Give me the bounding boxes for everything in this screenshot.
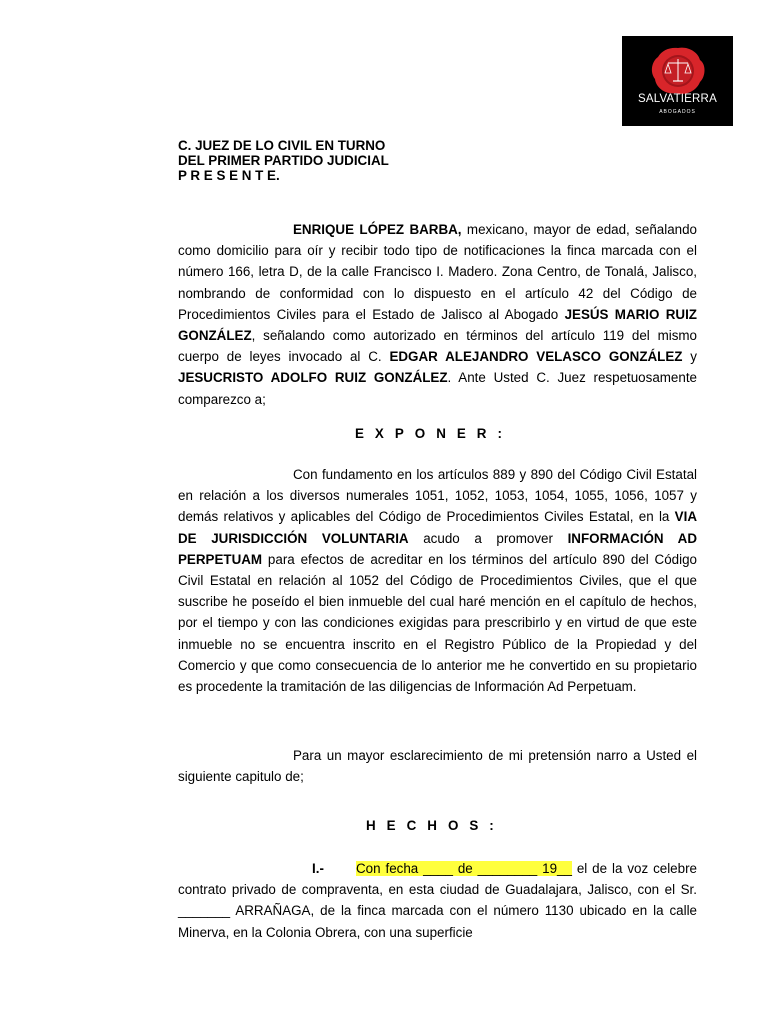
procedure-type: INFORMACIÓN AD PERPETUAM — [178, 530, 697, 567]
scales-of-justice-icon — [648, 46, 708, 96]
addressee-block — [178, 138, 389, 183]
logo-subtitle: ABOGADOS — [659, 109, 696, 115]
procedure-name: VIA DE JURISDICCIÓN VOLUNTARIA — [178, 509, 697, 546]
addressee-line: P R E S E N T E. — [178, 168, 280, 183]
authorized-name: EDGAR ALEJANDRO VELASCO GONZÁLEZ — [389, 349, 683, 365]
logo-name: SALVATIERRA — [638, 93, 717, 105]
legal-basis-paragraph: Con fundamento en los artículos 889 y 890 del Código Civil Estatal en relación a los diversos numerales 1051, 1052, 1053, 1054, 1055, 1056, 1057 y demás relativos y aplicables del Código de Procedimientos Civiles Estatal, en la VIA DE JURISDICCIÓN VOLUNTARIA acudo a promover INFORMACIÓN AD PERPETUAM para efectos de acreditar en los términos del artículo 890 del Código Civil Estatal en relación al 1052 del Código de Procedimientos Civiles, que el que suscribe he poseído el bien inmueble del cual haré mención en el capítulo de hechos, por el tiempo y con las condiciones exigidas para prescribirlo y en virtud de que este inmueble no se encuentra inscrito en el Registro Público de la Propiedad y del Comercio y que como consecuencia de lo anterior me he convertido en su propietario es procedente la tramitación de las diligencias de Información Ad Perpetuam. — [178, 467, 697, 695]
exponer-heading: EXPONER: — [355, 426, 513, 441]
highlighted-date: Con fecha ____ de ________ 19__ — [356, 861, 572, 876]
clarification-paragraph: Para un mayor esclarecimiento de mi pretensión narro a Usted el siguiente capitulo de; — [178, 748, 697, 785]
addressee-line: DEL PRIMER PARTIDO JUDICIAL — [178, 153, 389, 168]
party-name: ENRIQUE LÓPEZ BARBA, — [293, 222, 462, 237]
firm-logo — [622, 36, 733, 126]
fact-number: I.- — [312, 861, 324, 876]
authorized-name: JESUCRISTO ADOLFO RUIZ GONZÁLEZ — [178, 370, 448, 386]
lawyer-name: JESÚS MARIO RUIZ GONZÁLEZ — [178, 306, 697, 344]
fact-one-paragraph: I.- Con fecha ____ de ________ 19__ el de la voz celebre contrato privado de compraventa, en esta ciudad de Guadalajara, Jalisco, con el Sr. _______ ARRAÑAGA, de la finca marcada con el número 1130 ubicado en la calle Minerva, en la Colonia Obrera, con una superficie — [178, 858, 697, 943]
addressee-line: C. JUEZ DE LO CIVIL EN TURNO — [178, 138, 386, 153]
hechos-heading: HECHOS: — [366, 818, 505, 833]
intro-paragraph: ENRIQUE LÓPEZ BARBA, mexicano, mayor de edad, señalando como domicilio para oír y recibir todo tipo de notificaciones la finca marcada con el número 166, letra D, de la calle Francisco I. Madero. Zona Centro, de Tonalá, Jalisco, nombrando de conformidad con lo dispuesto en el artículo 42 del Código de Procedimientos Civiles para el Estado de Jalisco al Abogado JESÚS MARIO RUIZ GONZÁLEZ, señalando como autorizado en términos del artículo 119 del mismo cuerpo de leyes invocado al C. EDGAR ALEJANDRO VELASCO GONZÁLEZ y JESUCRISTO ADOLFO RUIZ GONZÁLEZ. Ante Usted C. Juez respetuosamente comparezco a; — [178, 222, 697, 407]
